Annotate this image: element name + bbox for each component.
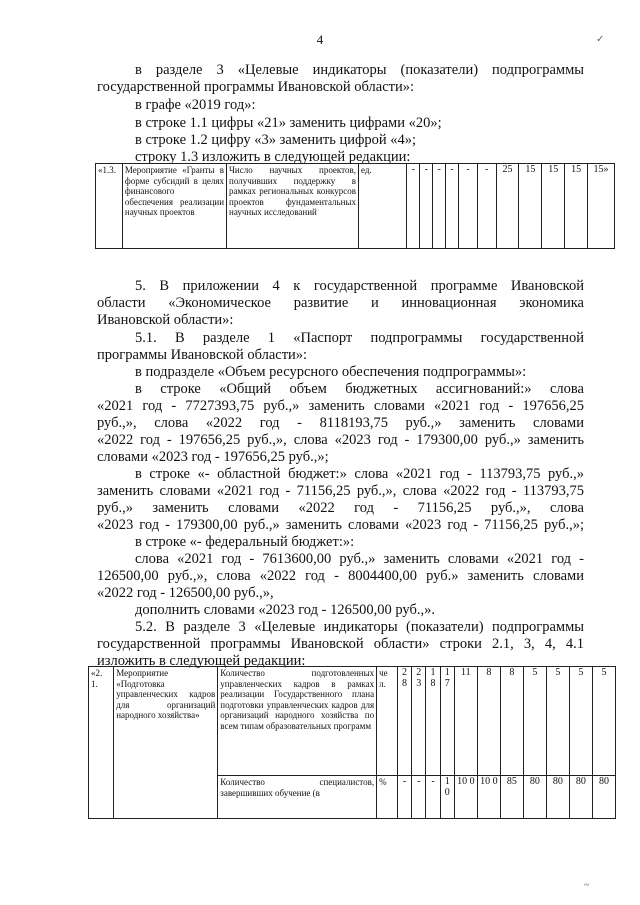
value-cell: 1 8: [426, 667, 440, 776]
indicator-cell: Количество подготовленных управленческих кадров в рамках реализации Государственного плана подготовки управленческих кадров для организаций народного хозяйства по всем типам образовательных программ: [218, 667, 377, 776]
text-line: «2022 год - 126500,00 руб.,»,: [97, 585, 274, 601]
value-cell: 5: [523, 667, 546, 776]
text-line: руб.,», слова «2022 год - 8118193,75 руб.,» заменить словами: [97, 415, 584, 431]
text-line: руб.,» заменить словами «2022 год - 71156,25 руб.,», слова: [97, 500, 584, 516]
value-cell: 15: [519, 164, 542, 249]
text-line: государственной программы Ивановской области» строки 2.1, 3, 4, 4.1: [97, 636, 584, 652]
text-line: 126500,00 руб.,», слова «2022 год - 8004400,00 руб.» заменить словами: [97, 568, 584, 584]
text-line: в подразделе «Объем ресурсного обеспечения подпрограммы»:: [135, 364, 527, 380]
text-line: государственной программы Ивановской области»:: [97, 79, 415, 95]
row-number: «1.3.: [96, 164, 123, 249]
text-line: изложить в следующей редакции:: [97, 653, 306, 669]
value-cell: -: [412, 776, 426, 819]
value-cell: -: [420, 164, 433, 249]
value-cell: 10 0: [454, 776, 477, 819]
value-cell: 80: [592, 776, 615, 819]
table-row: [89, 667, 616, 776]
value-cell: -: [459, 164, 478, 249]
text-line: в разделе 3 «Целевые индикаторы (показатели) подпрограммы: [135, 62, 584, 78]
text-line: в строке «- федеральный бюджет:»:: [135, 534, 355, 550]
text-line: в графе «2019 год»:: [135, 97, 256, 113]
value-cell: 15»: [587, 164, 614, 249]
value-cell: 80: [569, 776, 592, 819]
value-cell: -: [407, 164, 420, 249]
scan-mark-icon: ~: [584, 880, 590, 891]
value-cell: 85: [500, 776, 523, 819]
indicator-table-1: [95, 163, 615, 249]
unit-cell: ед.: [359, 164, 407, 249]
table-row: [96, 164, 615, 249]
value-cell: 2 8: [397, 667, 411, 776]
text-line: области «Экономическое развитие и инновационная экономика: [97, 295, 584, 311]
text-line: 5.1. В разделе 1 «Паспорт подпрограммы государственной: [135, 330, 584, 346]
text-line: словами «2023 год - 197656,25 руб.,»;: [97, 449, 329, 465]
value-cell: 15: [565, 164, 588, 249]
value-cell: -: [397, 776, 411, 819]
value-cell: -: [426, 776, 440, 819]
unit-cell: %: [377, 776, 398, 819]
text-line: строку 1.3 изложить в следующей редакции:: [135, 149, 411, 165]
event-cell: Мероприятие «Гранты в форме субсидий в целях финансового обеспечения реализации научных проектов: [122, 164, 226, 249]
unit-cell: че л.: [377, 667, 398, 776]
value-cell: 8: [477, 667, 500, 776]
value-cell: -: [446, 164, 459, 249]
text-line: Ивановской области»:: [97, 312, 234, 328]
value-cell: 15: [542, 164, 565, 249]
value-cell: 5: [569, 667, 592, 776]
text-line: «2022 год - 197656,25 руб.,», слова «2023 год - 179300,00 руб.,» заменить: [97, 432, 584, 448]
text-line: слова «2021 год - 7613600,00 руб.,» заменить словами «2021 год -: [135, 551, 584, 567]
text-line: в строке 1.1 цифры «21» заменить цифрами «20»;: [135, 115, 442, 131]
value-cell: -: [433, 164, 446, 249]
text-line: в строке «- областной бюджет:» слова «2021 год - 113793,75 руб.,»: [135, 466, 584, 482]
row-number: «2. 1.: [89, 667, 114, 819]
indicator-cell: Количество специалистов, завершивших обучение (в: [218, 776, 377, 819]
text-line: программы Ивановской области»:: [97, 347, 308, 363]
value-cell: 2 3: [412, 667, 426, 776]
text-line: заменить словами «2021 год - 71156,25 руб.,», слова «2022 год - 113793,75: [97, 483, 584, 499]
text-line: 5. В приложении 4 к государственной программе Ивановской: [135, 278, 584, 294]
value-cell: 80: [546, 776, 569, 819]
indicator-cell: Число научных проектов, получивших поддержку в рамках региональных конкурсов проектов фундаментальных научных исследований: [227, 164, 359, 249]
value-cell: 11: [454, 667, 477, 776]
scan-mark-icon: ✓: [596, 34, 605, 45]
value-cell: 1 0: [440, 776, 454, 819]
text-line: «2023 год - 179300,00 руб.,» заменить словами «2023 год - 71156,25 руб.,»;: [97, 517, 584, 533]
text-line: в строке 1.2 цифру «3» заменить цифрой «4»;: [135, 132, 417, 148]
value-cell: 10 0: [477, 776, 500, 819]
value-cell: 80: [523, 776, 546, 819]
value-cell: 25: [496, 164, 519, 249]
value-cell: 8: [500, 667, 523, 776]
indicator-table-2: [88, 666, 616, 819]
page-number: 4: [316, 32, 324, 47]
text-line: «2021 год - 7727393,75 руб.,» заменить словами «2021 год - 197656,25: [97, 398, 584, 414]
text-line: дополнить словами «2023 год - 126500,00 руб.,».: [135, 602, 435, 618]
value-cell: 5: [546, 667, 569, 776]
value-cell: 5: [592, 667, 615, 776]
text-line: в строке «Общий объем бюджетных ассигнований:» слова: [135, 381, 584, 397]
text-line: 5.2. В разделе 3 «Целевые индикаторы (показатели) подпрограммы: [135, 619, 584, 635]
value-cell: 1 7: [440, 667, 454, 776]
event-cell: Мероприятие «Подготовка управленческих кадров для организаций народного хозяйства»: [114, 667, 218, 819]
value-cell: -: [477, 164, 496, 249]
